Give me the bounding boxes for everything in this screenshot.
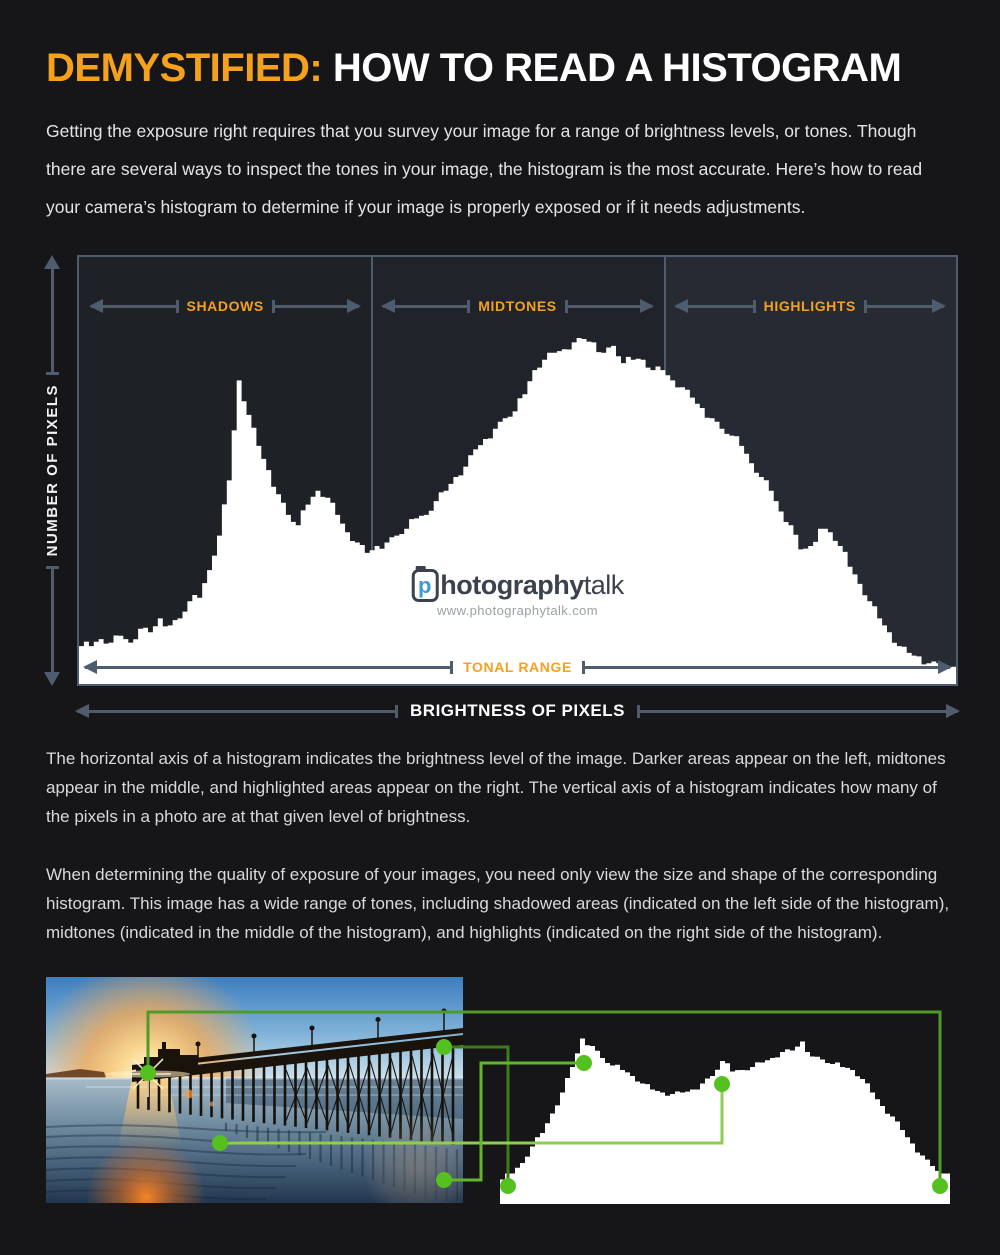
histogram-diagram <box>77 255 958 686</box>
section-labels <box>79 295 956 317</box>
annotation-overlay <box>0 977 1000 1255</box>
intro-paragraph: Getting the exposure right requires that you survey your image for a range of brightness levels, or tones. Though there are several ways to inspect the tones in your image, the histogram is the most accurate. Here’s how to read your camera’s histogram to determine if your image is properly exposed or if it needs adjustments. <box>46 121 923 217</box>
x-axis <box>77 699 958 723</box>
example-figure <box>0 977 1000 1255</box>
photographytalk-logo <box>411 569 624 618</box>
arrow-right-icon <box>864 305 944 308</box>
arrow-right-icon <box>565 305 652 308</box>
x-axis-label: BRIGHTNESS OF PIXELS <box>410 701 625 720</box>
shadows-label: SHADOWS <box>186 298 264 314</box>
annotation-line-dark-sand-to-shadow-peak <box>444 1063 584 1180</box>
arrow-left-icon <box>77 710 398 713</box>
highlights-label-group <box>664 295 956 317</box>
exposure-paragraph: When determining the quality of exposure of your images, you need only view the size and shape of the corresponding histogram. This image has a wide range of tones, including shadowed areas (indicated on the left side of the histogram), midtones (indicated in the middle of the histogram), and highlights (indicated on the right side of the histogram). <box>46 865 950 942</box>
annotation-dot <box>932 1178 948 1194</box>
annotation-line-sand-to-midtones <box>220 1084 722 1143</box>
shadows-label-group <box>79 295 371 317</box>
arrow-up-icon <box>51 268 54 374</box>
highlights-label: HIGHLIGHTS <box>763 298 856 314</box>
arrow-down-icon <box>51 567 54 673</box>
title-rest: HOW TO READ A HISTOGRAM <box>322 46 902 90</box>
annotation-dot <box>576 1055 592 1071</box>
main-histogram-area <box>79 338 956 684</box>
main-histogram <box>79 257 956 684</box>
arrow-right-icon <box>582 666 950 669</box>
annotation-dot <box>436 1172 452 1188</box>
arrow-left-icon <box>85 666 453 669</box>
annotation-dot <box>140 1065 156 1081</box>
annotation-dot <box>212 1135 228 1151</box>
logo-text-light: talk <box>583 570 624 600</box>
arrow-left-icon <box>676 305 756 308</box>
title-highlight: DEMYSTIFIED: <box>46 46 323 90</box>
axes-paragraph: The horizontal axis of a histogram indicates the brightness level of the image. Darker areas appear on the left, midtones appear in the middle, and highlighted areas appear on the right. The vertical axis of a histogram indicates how many of the pixels in a photo are at that given level of brightness. <box>46 749 946 826</box>
y-axis <box>36 255 68 686</box>
midtones-label: MIDTONES <box>478 298 557 314</box>
annotation-dot <box>436 1039 452 1055</box>
annotation-dot <box>500 1178 516 1194</box>
tonal-range-label: TONAL RANGE <box>463 659 572 675</box>
logo-url: www.photographytalk.com <box>437 603 598 618</box>
logo-wordmark <box>411 569 624 602</box>
logo-text-bold: hotography <box>440 570 584 600</box>
arrow-left-icon <box>383 305 470 308</box>
camera-p-icon: p <box>411 569 438 602</box>
page-title <box>46 46 901 91</box>
tonal-range-axis <box>85 659 950 675</box>
arrow-left-icon <box>91 305 179 308</box>
y-axis-label: NUMBER OF PIXELS <box>43 384 61 557</box>
midtones-label-group <box>371 295 663 317</box>
annotation-dot <box>714 1076 730 1092</box>
arrow-right-icon <box>272 305 360 308</box>
annotation-line-pier-to-shadow-end <box>444 1047 508 1186</box>
arrow-right-icon <box>637 710 958 713</box>
annotation-line-sun-to-highlight-end <box>148 1012 940 1186</box>
